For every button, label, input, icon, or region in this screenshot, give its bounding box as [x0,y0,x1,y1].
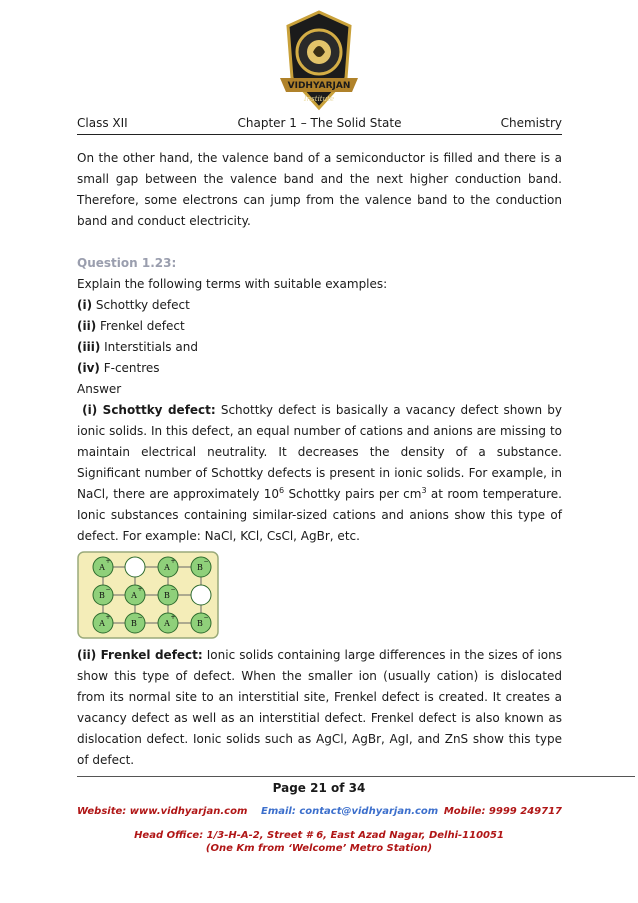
svg-text:+: + [170,614,176,621]
question-item: (ii) Frenkel defect [77,319,185,333]
page-body [77,148,562,771]
website-link[interactable]: Website: www.vidhyarjan.com [77,806,248,817]
svg-text:+: + [105,558,111,565]
svg-text:Institute: Institute [303,95,335,103]
svg-text:B: B [99,591,105,600]
head-office-address: Head Office: 1/3-H-A-2, Street # 6, East Azad Nagar, Delhi-110051 (One Km from ‘Welcome’ Metro Station) [134,830,504,854]
svg-text:B: B [131,619,137,628]
svg-text:B: B [197,563,203,572]
svg-text:+: + [105,614,111,621]
svg-text:−: − [170,586,176,593]
schottky-paragraph: (i) Schottky defect: Schottky defect is basically a vacancy defect shown by ionic solids. In this defect, an equal number of cations and anions are missing to maintain electrical neutrality. It decreases the density of a substance. Significant number of Schottky defects is present in ionic solids. For example, in NaCl, there are approximately $10^6$ Schottky pairs per $cm^3$ at room temperature. Ionic substances containing similar-sized cations and anions show this type of defect. For example: NaCl, KCl, CsCl, AgBr, etc. [77,403,562,543]
answer-label: Answer [77,382,122,396]
question-item: (iii) Interstitials and [77,340,198,354]
svg-text:A: A [164,563,170,572]
svg-text:A: A [164,619,170,628]
svg-text:A: A [99,563,105,572]
question-item: (i) Schottky defect [77,298,190,312]
svg-text:−: − [203,614,209,621]
vacancy-site [125,557,145,577]
header-subject: Chemistry [500,116,562,130]
svg-text:VIDHYARJAN: VIDHYARJAN [287,81,351,91]
svg-text:+: + [137,586,143,593]
header-class: Class XII [77,116,128,130]
page-header [77,116,562,135]
svg-text:+: + [170,558,176,565]
svg-text:−: − [137,614,143,621]
email-link[interactable]: Email: contact@vidhyarjan.com [261,806,439,817]
header-chapter: Chapter 1 – The Solid State [237,116,402,130]
frenkel-paragraph: (ii) Frenkel defect: Ionic solids containing large differences in the sizes of ions show this type of defect. When the smaller ion (usually cation) is dislocated from its normal site to an interstitial site, Frenkel defect is created. It creates a vacancy defect as well as an interstitial defect. Frenkel defect is also known as dislocation defect. Ionic solids such as AgCl, AgBr, AgI, and ZnS show this type of defect. [77,648,562,767]
schottky-defect-figure [77,551,219,639]
svg-text:A: A [131,591,137,600]
mobile-number: Mobile: 9999 249717 [443,806,562,817]
svg-text:−: − [105,586,111,593]
question-prompt: Explain the following terms with suitable examples: [77,277,388,291]
vacancy-site [191,585,211,605]
intro-paragraph: On the other hand, the valence band of a semiconductor is filled and there is a small gap between the valence band and the next higher conduction band. Therefore, some electrons can jump from the valence band to the conduction band and conduct electricity. [77,151,562,228]
vidhyarjan-logo [278,8,360,114]
svg-text:−: − [203,558,209,565]
footer-divider [77,776,635,777]
svg-text:B: B [197,619,203,628]
question-item: (iv) F-centres [77,361,160,375]
question-title: Question 1.23: [77,256,177,270]
page-number: Page 21 of 34 [272,781,366,795]
svg-text:A: A [99,619,105,628]
svg-text:B: B [164,591,170,600]
